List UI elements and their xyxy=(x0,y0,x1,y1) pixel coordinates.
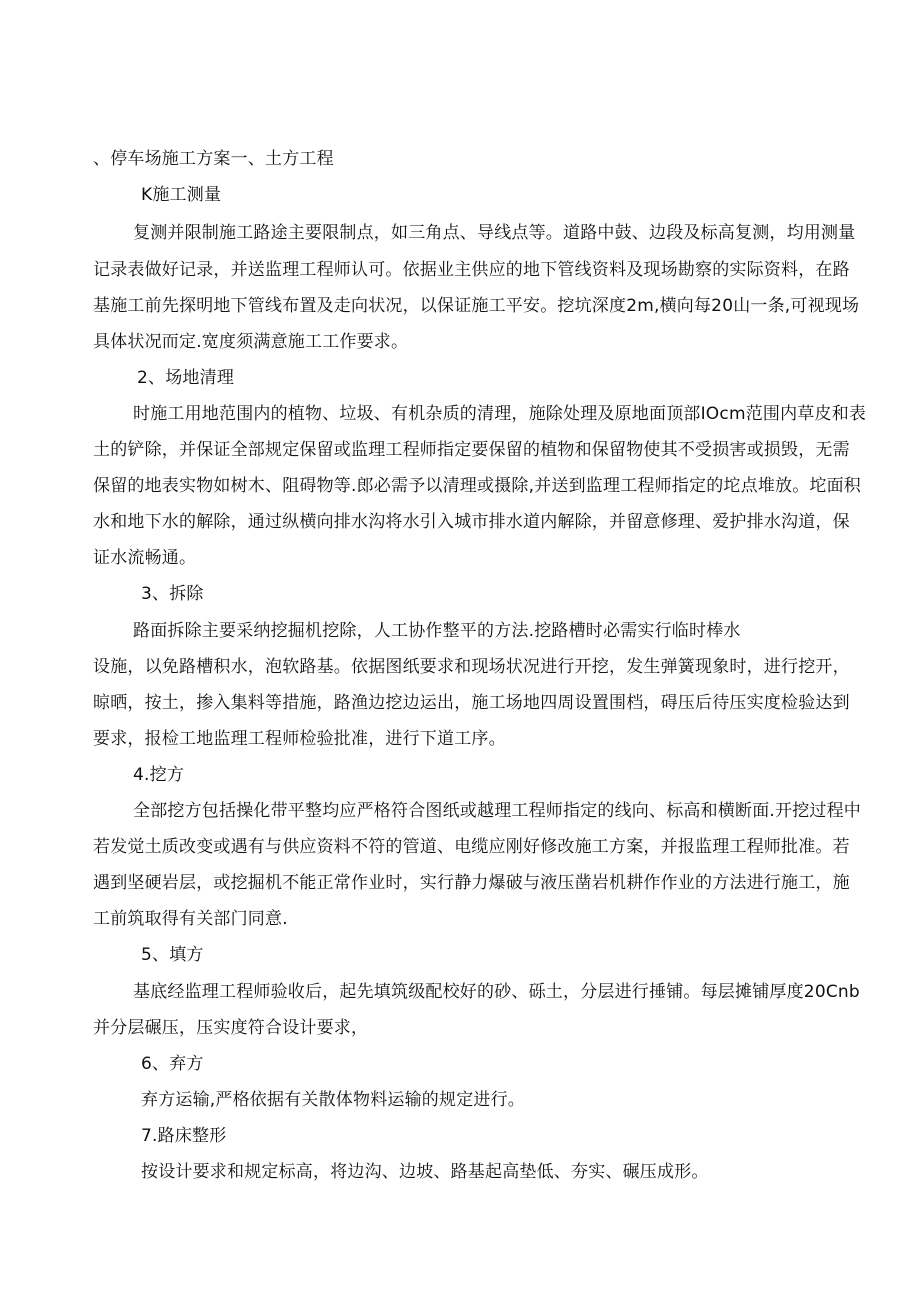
paragraph-line: 保留的地表实物如树木、阻碍物等.郎必需予以清理或摄除,并送到监理工程师指定的坨点堆放。坨面积 xyxy=(93,476,862,496)
paragraph-line: 遇到坚硬岩层，或挖掘机不能正常作业时，实行静力爆破与液压凿岩机耕作作业的方法进行施工，施 xyxy=(93,873,850,893)
paragraph-line: 基施工前先探明地下管线布置及走向状况，以保证施工平安。挖坑深度2m,横向每20山一条,可视现场 xyxy=(93,296,860,316)
paragraph-line: 记录表做好记录，并送监理工程师认可。依据业主供应的地下管线资料及现场勘察的实际资料，在路 xyxy=(93,260,850,280)
paragraph-line: 全部挖方包括操化带平整均应严格符合图纸或越理工程师指定的线向、标高和横断面.开挖过程中 xyxy=(133,801,862,821)
paragraph-line: 土的铲除，并保证全部规定保留或监理工程师指定要保留的植物和保留物使其不受损害或损毁，无需 xyxy=(93,440,850,460)
section-heading-survey: K施工测量 xyxy=(141,185,222,205)
document-title: 、停车场施工方案一、土方工程 xyxy=(93,149,334,169)
paragraph-line: 晾晒，按土，掺入集料等措施，路渔边挖边运出，施工场地四周设置围档，碍压后待压实度检验达到 xyxy=(93,693,850,713)
paragraph-line: 水和地下水的解除，通过纵横向排水沟将水引入城市排水道内解除，并留意修理、爱护排水沟道，保 xyxy=(93,512,850,532)
section-heading-excavation: 4.挖方 xyxy=(133,765,185,785)
paragraph-line: 路面拆除主要采纳挖掘机挖除，人工协作整平的方法.挖路槽时必需实行临时棒水 xyxy=(133,621,741,641)
paragraph-line: 复测并限制施工路途主要限制点，如三角点、导线点等。道路中鼓、边段及标高复测，均用测量 xyxy=(133,223,856,243)
paragraph-line: 若发觉土质改变或遇有与供应资料不符的管道、电缆应刚好修改施工方案，并报监理工程师批准。若 xyxy=(93,837,850,857)
section-heading-demolition: 3、拆除 xyxy=(141,584,204,604)
paragraph-line: 具体状况而定.宽度须满意施工工作要求。 xyxy=(93,332,409,352)
paragraph-line: 设施，以免路槽积水，泡软路基。依据图纸要求和现场状况进行开挖，发生弹簧现象时，进行挖开， xyxy=(93,657,850,677)
paragraph-line: 基底经监理工程师验收后，起先填筑级配校好的砂、砾土，分层进行捶铺。每层摊铺厚度20Cnb xyxy=(133,982,860,1002)
paragraph-line: 时施工用地范围内的植物、垃圾、有机杂质的清理，施除处理及原地面顶部IOcm范围内草皮和表 xyxy=(133,404,867,424)
paragraph-line: 证水流畅通。 xyxy=(93,548,197,568)
paragraph-line: 工前筑取得有关部门同意. xyxy=(93,909,288,929)
paragraph-line: 并分层碾压，压实度符合设计要求， xyxy=(93,1018,369,1038)
section-heading-subgrade-shaping: 7.路床整形 xyxy=(141,1126,227,1146)
section-heading-filling: 5、填方 xyxy=(141,945,204,965)
section-heading-site-clearing: 2、场地清理 xyxy=(137,368,235,388)
paragraph-line: 弃方运输,严格依据有关散体物料运输的规定进行。 xyxy=(141,1090,526,1110)
section-heading-spoil: 6、弃方 xyxy=(141,1054,204,1074)
paragraph-line: 要求，报检工地监理工程师检验批准，进行下道工序。 xyxy=(93,729,506,749)
paragraph-line: 按设计要求和规定标高，将边沟、边坡、路基起高垫低、夯实、碾压成形。 xyxy=(141,1162,709,1182)
